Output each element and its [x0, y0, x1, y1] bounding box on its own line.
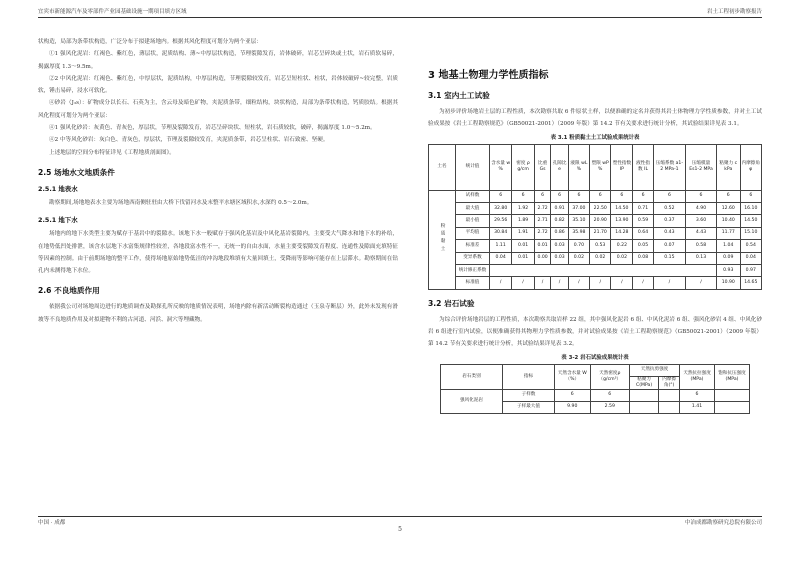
- table-cell: /: [686, 277, 717, 289]
- table-cell: 2.71: [534, 215, 551, 227]
- table-header-cell: 含水量 w %: [490, 144, 512, 190]
- table-row: [429, 264, 762, 276]
- table-cell: 35.98: [568, 227, 589, 239]
- table-cell: 0.08: [633, 252, 653, 264]
- rock-test-table: [440, 364, 750, 414]
- paragraph: ②2 中风化泥岩：红褐色、紫红色，中厚层状，泥质结构，中厚层构造，节理裂隙较发育，岩芯呈短柱状、柱状，岩体较破碎~较完整，岩质软，锤击易碎，浸水可软化。: [38, 75, 398, 95]
- table-caption: 表 3-2 岩石试验成果统计表: [561, 354, 629, 361]
- table-cell: 14.65: [740, 277, 761, 289]
- table-cell: 16.10: [740, 202, 761, 214]
- table-row: [429, 190, 762, 202]
- table-cell: 强风化泥岩: [441, 389, 503, 413]
- table-cell: 6: [686, 190, 717, 202]
- paragraph: ④砂岩（J₃s）：矿物成分以长石、石英为主，含云母及暗色矿物，夹泥质条带，细粒结构，块状构造，局部为条带状构造，钙质胶结。根据其风化程度可划分为两个亚层：: [38, 100, 398, 119]
- table-cell: 6: [590, 190, 611, 202]
- table-cell: 1.04: [716, 240, 740, 252]
- table-cell: /: [653, 277, 685, 289]
- table-cell: 0.59: [633, 215, 653, 227]
- table-cell: 6: [716, 190, 740, 202]
- table-cell: 6: [512, 190, 534, 202]
- table-row: [429, 227, 762, 239]
- table-cell: 0.53: [590, 240, 611, 252]
- table-cell: 最小值: [456, 215, 490, 227]
- paragraph: 场地内的地下水类型主要为赋存于基岩中的裂隙水。该地下水一般赋存于强风化基岩及中风化基岩裂隙内，主要受大气降水和地下水的补给，在地势低凹处排泄，该含水层地下水富集规律性较差，各地段富水性不一，无统一的自由水面，水量主要受裂隙发育程度、连通性及隙面充填特征等因素的控制。由于前期场地的整平工作，使得场地原始地势低洼的冲沟地段堆填有大量回填土，受降雨等影响可能存在上层滞水。勘察期间在钻孔内未测得地下水位。: [38, 231, 398, 275]
- table-cell: 0.86: [551, 227, 568, 239]
- paragraph: 为初步评价场地岩土层的工程性质，本次勘察共取 6 件原状土样，以便准确的定名并获得其岩土体物理力学性质参数，并对土工试验成果按《岩土工程勘察规范》（GB50021-2001）（2009 年版）第 14.2 节有关要求进行统计分析，其试验结果详见表 3.1。: [428, 109, 762, 128]
- table-cell: [630, 389, 659, 401]
- table-cell: 3.60: [686, 215, 717, 227]
- table-cell: 0.03: [551, 240, 568, 252]
- table-cell: 14.50: [611, 202, 633, 214]
- table-cell: /: [633, 277, 653, 289]
- footer-location: 中国 · 成都: [38, 520, 66, 526]
- page-header: [38, 7, 762, 17]
- table-row: [429, 240, 762, 252]
- table-cell: 6: [534, 190, 551, 202]
- table-header-cell: 岩石类别: [441, 364, 503, 389]
- table-row: [429, 277, 762, 289]
- table-cell: 6: [680, 389, 715, 401]
- table-cell: 0.09: [716, 252, 740, 264]
- table-cell: 10.90: [716, 277, 740, 289]
- table-header-cell: 压缩系数 a1-2 MPa-1: [653, 144, 685, 190]
- table-cell: 0.91: [551, 202, 568, 214]
- table-header-row: [429, 144, 762, 190]
- table-cell: [715, 389, 750, 401]
- table-header-cell: 孔隙比 e: [551, 144, 568, 190]
- paragraph: 状构造，局部为条带状构造，广泛分布于拟建场地内。根据其风化程度可划分为两个亚层：: [38, 39, 262, 45]
- table-row: [429, 252, 762, 264]
- paragraph: 依据我公司对场地周边进行的地质调查及勘探孔所反映的地质情况表明，场地内除有新活动断裂构造通过（玉泉寺断层）外，此外未发现有滑坡等不良地质作用及对拟建物不利的古河道、河浜、洞穴等埋藏物。: [38, 304, 398, 323]
- page-number: 5: [398, 526, 402, 533]
- table-cell: 标准值: [456, 277, 490, 289]
- soil-test-table: [428, 144, 762, 290]
- table-cell: 0.70: [568, 240, 589, 252]
- table-cell: 13.90: [611, 215, 633, 227]
- table-cell: 0.54: [740, 240, 761, 252]
- table-cell: 平均值: [456, 227, 490, 239]
- table-header-cell: 粘聚力 C(MPa): [630, 376, 659, 389]
- table-cell: 标准差: [456, 240, 490, 252]
- table-cell: 6: [740, 190, 761, 202]
- footer-rule: [38, 516, 762, 517]
- table-cell: 22.50: [590, 202, 611, 214]
- table-header-cell: 塑限 wP %: [590, 144, 611, 190]
- paragraph: ①1 强风化泥岩：红褐色、紫红色，薄层状，泥质结构、薄~中厚层状构造，节理裂隙发育，岩体破碎，岩芯呈碎块或土状，岩石质软易碎，揭露厚度 1.3～9.5m。: [38, 51, 398, 70]
- paragraph: 勘察期间,场地地表水主要为场地西南侧驻驻由大桥下伐留河水及末整平水塘区域积水,水深约 0.5～2.0m。: [49, 199, 313, 206]
- table-cell: 6: [490, 190, 512, 202]
- footer-company: 中冶成都勘察研究总院有限公司: [684, 520, 762, 526]
- table-cell: 6: [555, 389, 591, 401]
- section-heading-2-5: 2.5 场地水文地质条件: [38, 167, 115, 177]
- table-cell: 6: [633, 190, 653, 202]
- table-cell: 0.64: [633, 227, 653, 239]
- table-cell: 0.58: [686, 240, 717, 252]
- table-header-cell: 液限 wL %: [568, 144, 589, 190]
- section-heading-2-5-2: 2.5.1 地下水: [38, 216, 78, 225]
- table-header-cell: 压缩模量 Es1-2 MPa: [686, 144, 717, 190]
- table-cell: 32.80: [490, 202, 512, 214]
- table-cell: 0.15: [653, 252, 685, 264]
- table-cell: 0.03: [551, 252, 568, 264]
- table-cell: 21.70: [590, 227, 611, 239]
- table-cell: 2.59: [590, 401, 629, 413]
- table-cell: 变异系数: [456, 252, 490, 264]
- table-cell: 11.77: [716, 227, 740, 239]
- table-cell: /: [611, 277, 633, 289]
- table-cell: 6: [590, 389, 629, 401]
- table-cell: 0.04: [490, 252, 512, 264]
- table-header-cell: 粘聚力 c kPa: [716, 144, 740, 190]
- table-cell: 0.02: [590, 252, 611, 264]
- table-cell: 试样数: [456, 190, 490, 202]
- table-cell: 6: [551, 190, 568, 202]
- paragraph: 上述地层的空间分布特征详见《工程地质剖面图》。: [49, 149, 175, 156]
- table-cell: 子样数: [503, 389, 555, 401]
- section-heading-2-5-1: 2.5.1 地表水: [38, 184, 78, 193]
- table-header-cell: 指标: [503, 364, 555, 389]
- table-cell: 0.22: [611, 240, 633, 252]
- table-cell: 20.90: [590, 215, 611, 227]
- table-cell: 6: [568, 190, 589, 202]
- table-caption: 表 3.1 粉质黏土土工试验成果统计表: [550, 134, 640, 141]
- table-cell: 37.00: [568, 202, 589, 214]
- table-cell: 1.89: [512, 215, 534, 227]
- table-cell: 9.90: [555, 401, 591, 413]
- table-header-cell: 内摩擦角 φ: [740, 144, 761, 190]
- table-cell: [659, 401, 680, 413]
- section-heading-3-2: 3.2 岩石试验: [428, 298, 475, 308]
- table-cell: 0.01: [512, 240, 534, 252]
- table-header-cell: 液性指数 IL: [633, 144, 653, 190]
- table-cell: 0.43: [653, 227, 685, 239]
- table-cell: 10.40: [716, 215, 740, 227]
- table-cell: 1.92: [512, 202, 534, 214]
- table-header-cell: 天然抗剪强度: [630, 364, 680, 376]
- table-cell: /: [590, 277, 611, 289]
- section-heading-3-1: 3.1 室内土工试验: [428, 91, 490, 100]
- table-cell: [490, 264, 717, 276]
- table-cell: [659, 389, 680, 401]
- table-header-cell: 天然抗拉强度 (MPa): [680, 364, 715, 389]
- paragraph: 为综合评价场地岩层的工程性质，本次勘察共取岩样 22 组，其中强风化泥岩 6 组、中风化泥岩 6 组、强风化砂岩 4 组、中风化砂岩 6 组进行室内试验，以便准确获得其物理力学性质参数，并对试验成果按《岩土工程勘察规范》（GB50021-2001）（2009 年版）第 14.2 节有关要求进行统计分析，其试验结果详见表 3.2。: [428, 316, 762, 348]
- header-report-title: 岩土工程初步勘察报告: [706, 9, 762, 15]
- table-cell: 1.41: [680, 401, 715, 413]
- header-project-title: 宜宾市新能源汽车及零部件产业园基础设施一期项目填方区域: [38, 9, 187, 15]
- table-cell: 0.01: [512, 252, 534, 264]
- table-cell: 0.02: [611, 252, 633, 264]
- table-cell: 最大值: [456, 202, 490, 214]
- table-header-cell: 统计值: [456, 144, 490, 190]
- table-cell: 0.52: [653, 202, 685, 214]
- table-cell: 统计修正系数: [456, 264, 490, 276]
- table-cell: 6: [611, 190, 633, 202]
- table-cell: 14.28: [611, 227, 633, 239]
- header-rule: [38, 17, 762, 18]
- table-cell: 30.84: [490, 227, 512, 239]
- table-header-cell: 塑性指数 IP: [611, 144, 633, 190]
- table-cell: 14.50: [740, 215, 761, 227]
- table-cell: 0.01: [534, 240, 551, 252]
- paragraph: ④1 强风化砂岩：灰黄色、青灰色，厚层状，节理及裂隙发育，岩芯呈碎块状、短柱状，岩石质较软，破碎，揭露厚度 1.0～5.2m。: [49, 125, 376, 132]
- table-cell: [715, 401, 750, 413]
- table-cell: 2.72: [534, 202, 551, 214]
- right-column: [428, 66, 762, 414]
- table-cell: 1.11: [490, 240, 512, 252]
- table-header-row: [441, 364, 750, 376]
- table-cell: /: [568, 277, 589, 289]
- table-cell: 0.05: [633, 240, 653, 252]
- left-column: [38, 36, 398, 326]
- table-cell: 29.56: [490, 215, 512, 227]
- table-row: [441, 389, 750, 401]
- table-header-cell: 天然含水量 W（%）: [555, 364, 591, 389]
- table-header-cell: 天然密度ρ（g/cm³）: [590, 364, 629, 389]
- table-cell: 0.82: [551, 215, 568, 227]
- section-heading-2-6: 2.6 不良地质作用: [38, 286, 100, 296]
- table-header-cell: 内摩擦角(°): [659, 376, 680, 389]
- table-cell: 0.04: [740, 252, 761, 264]
- table-row: [429, 202, 762, 214]
- table-cell: 4.90: [686, 202, 717, 214]
- soil-name-label: 粉质黏土: [440, 222, 445, 254]
- table-cell: 0.71: [633, 202, 653, 214]
- chapter-heading-3: 3 地基土物理力学性质指标: [428, 70, 549, 81]
- table-header-cell: 密度 ρ g/cm: [512, 144, 534, 190]
- table-cell: /: [534, 277, 551, 289]
- table-cell: [630, 401, 659, 413]
- table-cell: /: [512, 277, 534, 289]
- table-cell: 35.10: [568, 215, 589, 227]
- table-cell: 4.43: [686, 227, 717, 239]
- soil-name-cell: [429, 190, 456, 289]
- table-cell: 15.10: [740, 227, 761, 239]
- table-cell: 0.97: [740, 264, 761, 276]
- table-header-cell: 饱和抗压强度 (MPa): [715, 364, 750, 389]
- table-row: [429, 215, 762, 227]
- table-header-cell: 比重 Gs: [534, 144, 551, 190]
- table-header-cell: 土名: [429, 144, 456, 190]
- paragraph: ④2 中等风化砂岩：灰白色、青灰色，厚层状，节理及裂隙较发育，夹泥质条带，岩芯呈柱状、岩石致密、坚硬。: [49, 137, 329, 144]
- table-cell: 子样最大值: [503, 401, 555, 413]
- table-cell: 2.72: [534, 227, 551, 239]
- table-cell: 0.13: [686, 252, 717, 264]
- table-cell: /: [490, 277, 512, 289]
- table-cell: 1.91: [512, 227, 534, 239]
- table-cell: 0.00: [534, 252, 551, 264]
- table-cell: 0.37: [653, 215, 685, 227]
- table-cell: 0.93: [716, 264, 740, 276]
- table-cell: 12.60: [716, 202, 740, 214]
- table-cell: 0.02: [568, 252, 589, 264]
- table-cell: /: [551, 277, 568, 289]
- table-cell: 0.07: [653, 240, 685, 252]
- table-cell: 6: [653, 190, 685, 202]
